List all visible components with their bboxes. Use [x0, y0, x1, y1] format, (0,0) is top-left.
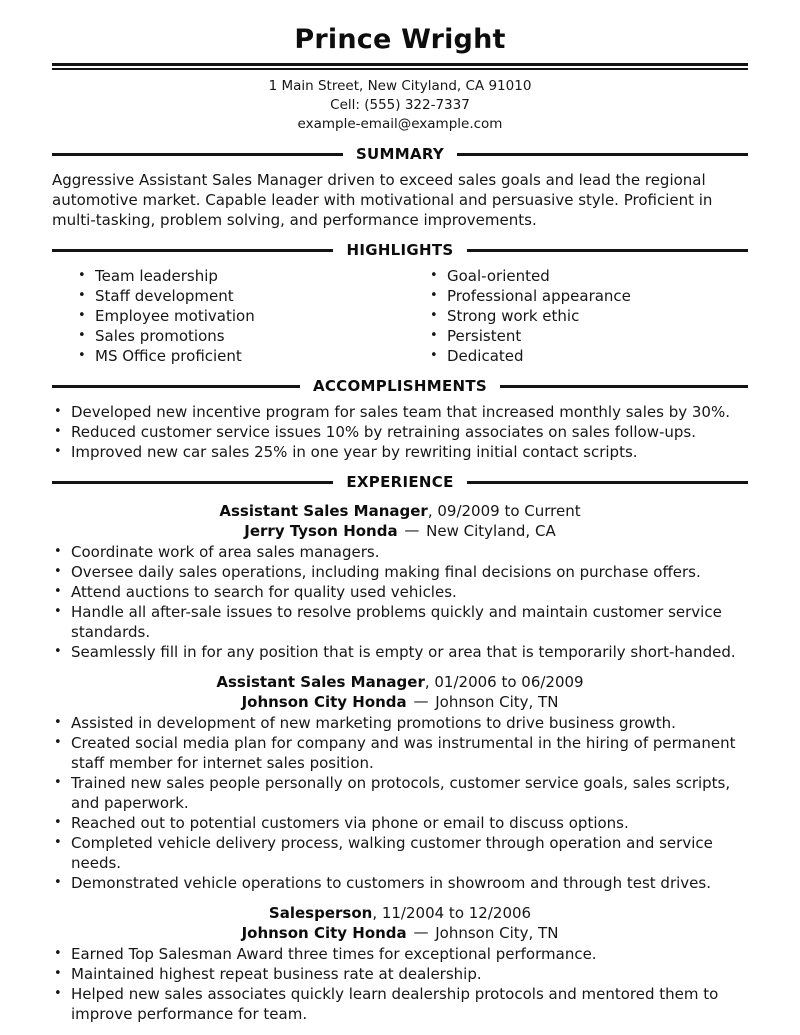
list-item: • Seamlessly fill in for any position that is empty or area that is temporarily short-handed.: [52, 642, 748, 662]
job-entry: [52, 672, 748, 893]
contact-address: 1 Main Street, New Cityland, CA 91010: [268, 78, 532, 94]
list-item: • Reduced customer service issues 10% by retraining associates on sales follow-ups.: [52, 422, 748, 442]
heading-rule: [467, 249, 748, 252]
dash-separator: —: [413, 923, 429, 941]
list-item: • Developed new incentive program for sales team that increased monthly sales by 30%.: [52, 402, 748, 422]
contact-block: [52, 77, 748, 134]
list-item: • Demonstrated vehicle operations to customers in showroom and through test drives.: [52, 873, 748, 893]
job-title-line: [52, 501, 748, 521]
job-location: Johnson City, TN: [435, 693, 559, 711]
heading-rule: [500, 385, 748, 388]
dash-separator: —: [404, 521, 420, 539]
job-company: Jerry Tyson Honda: [244, 522, 398, 540]
job-title: Assistant Sales Manager: [216, 673, 425, 691]
list-item: • Reached out to potential customers via phone or email to discuss options.: [52, 813, 748, 833]
highlights-right-list: [428, 266, 748, 366]
list-item: • Oversee daily sales operations, including making final decisions on purchase offers.: [52, 562, 748, 582]
list-item: • Professional appearance: [428, 286, 748, 306]
list-item: • Helped new sales associates quickly learn dealership protocols and mentored them to improve performance for team.: [52, 984, 748, 1024]
list-item: • Goal-oriented: [428, 266, 748, 286]
job-title-line: [52, 672, 748, 692]
highlights-left-list: [76, 266, 428, 366]
job-company: Johnson City Honda: [241, 693, 407, 711]
heading-rule: [52, 385, 300, 388]
list-item: • Attend auctions to search for quality used vehicles.: [52, 582, 748, 602]
section-title: HIGHLIGHTS: [346, 241, 454, 259]
list-item: • Earned Top Salesman Award three times for exceptional performance.: [52, 944, 748, 964]
list-item: • Persistent: [428, 326, 748, 346]
job-bullet-list: [52, 542, 748, 662]
accomplishments-list: [52, 402, 748, 462]
section-title: SUMMARY: [355, 145, 445, 163]
contact-email: example-email@example.com: [297, 116, 503, 132]
job-entry: [52, 903, 748, 1024]
job-bullet-list: [52, 944, 748, 1024]
job-dates: , 01/2006 to 06/2009: [424, 673, 584, 691]
list-item: • Dedicated: [428, 346, 748, 366]
list-item: • MS Office proficient: [76, 346, 428, 366]
job-location: Johnson City, TN: [435, 924, 559, 942]
list-item: • Coordinate work of area sales managers.: [52, 542, 748, 562]
list-item: • Completed vehicle delivery process, walking customer through operation and service needs.: [52, 833, 748, 873]
section-title: EXPERIENCE: [346, 473, 454, 491]
job-dates: , 09/2009 to Current: [427, 502, 581, 520]
dash-separator: —: [413, 692, 429, 710]
section-heading-accomplishments: [52, 377, 748, 395]
list-item: • Strong work ethic: [428, 306, 748, 326]
list-item: • Assisted in development of new marketing promotions to drive business growth.: [52, 713, 748, 733]
list-item: • Team leadership: [76, 266, 428, 286]
job-company-line: [52, 923, 748, 943]
section-heading-summary: [52, 145, 748, 163]
heading-rule: [52, 153, 343, 156]
job-location: New Cityland, CA: [426, 522, 556, 540]
heading-rule: [52, 481, 333, 484]
list-item: • Handle all after-sale issues to resolve problems quickly and maintain customer service standards.: [52, 602, 748, 642]
job-title: Assistant Sales Manager: [219, 502, 428, 520]
summary-text: Aggressive Assistant Sales Manager driven to exceed sales goals and lead the regional automotive market. Capable leader with motivational and persuasive style. Proficient in multi-tasking, problem solving, and performance improvements.: [52, 171, 713, 229]
job-company-line: [52, 692, 748, 712]
highlights-columns: [52, 266, 748, 366]
heading-rule: [457, 153, 748, 156]
job-bullet-list: [52, 713, 748, 893]
job-company-line: [52, 521, 748, 541]
header-double-rule: [52, 63, 748, 70]
section-title: ACCOMPLISHMENTS: [312, 377, 488, 395]
list-item: • Staff development: [76, 286, 428, 306]
job-title-line: [52, 903, 748, 923]
list-item: • Maintained highest repeat business rate at dealership.: [52, 964, 748, 984]
list-item: • Employee motivation: [76, 306, 428, 326]
job-entry: [52, 501, 748, 662]
job-dates: , 11/2004 to 12/2006: [372, 904, 532, 922]
section-heading-highlights: [52, 241, 748, 259]
person-name: Prince Wright: [294, 24, 506, 55]
contact-cell: Cell: (555) 322-7337: [330, 97, 470, 113]
heading-rule: [52, 249, 333, 252]
section-heading-experience: [52, 473, 748, 491]
list-item: • Improved new car sales 25% in one year by rewriting initial contact scripts.: [52, 442, 748, 462]
job-company: Johnson City Honda: [241, 924, 407, 942]
list-item: • Sales promotions: [76, 326, 428, 346]
list-item: • Trained new sales people personally on protocols, customer service goals, sales scripts, and paperwork.: [52, 773, 748, 813]
list-item: • Created social media plan for company and was instrumental in the hiring of permanent staff member for internet sales position.: [52, 733, 748, 773]
heading-rule: [467, 481, 748, 484]
job-title: Salesperson: [268, 904, 373, 922]
